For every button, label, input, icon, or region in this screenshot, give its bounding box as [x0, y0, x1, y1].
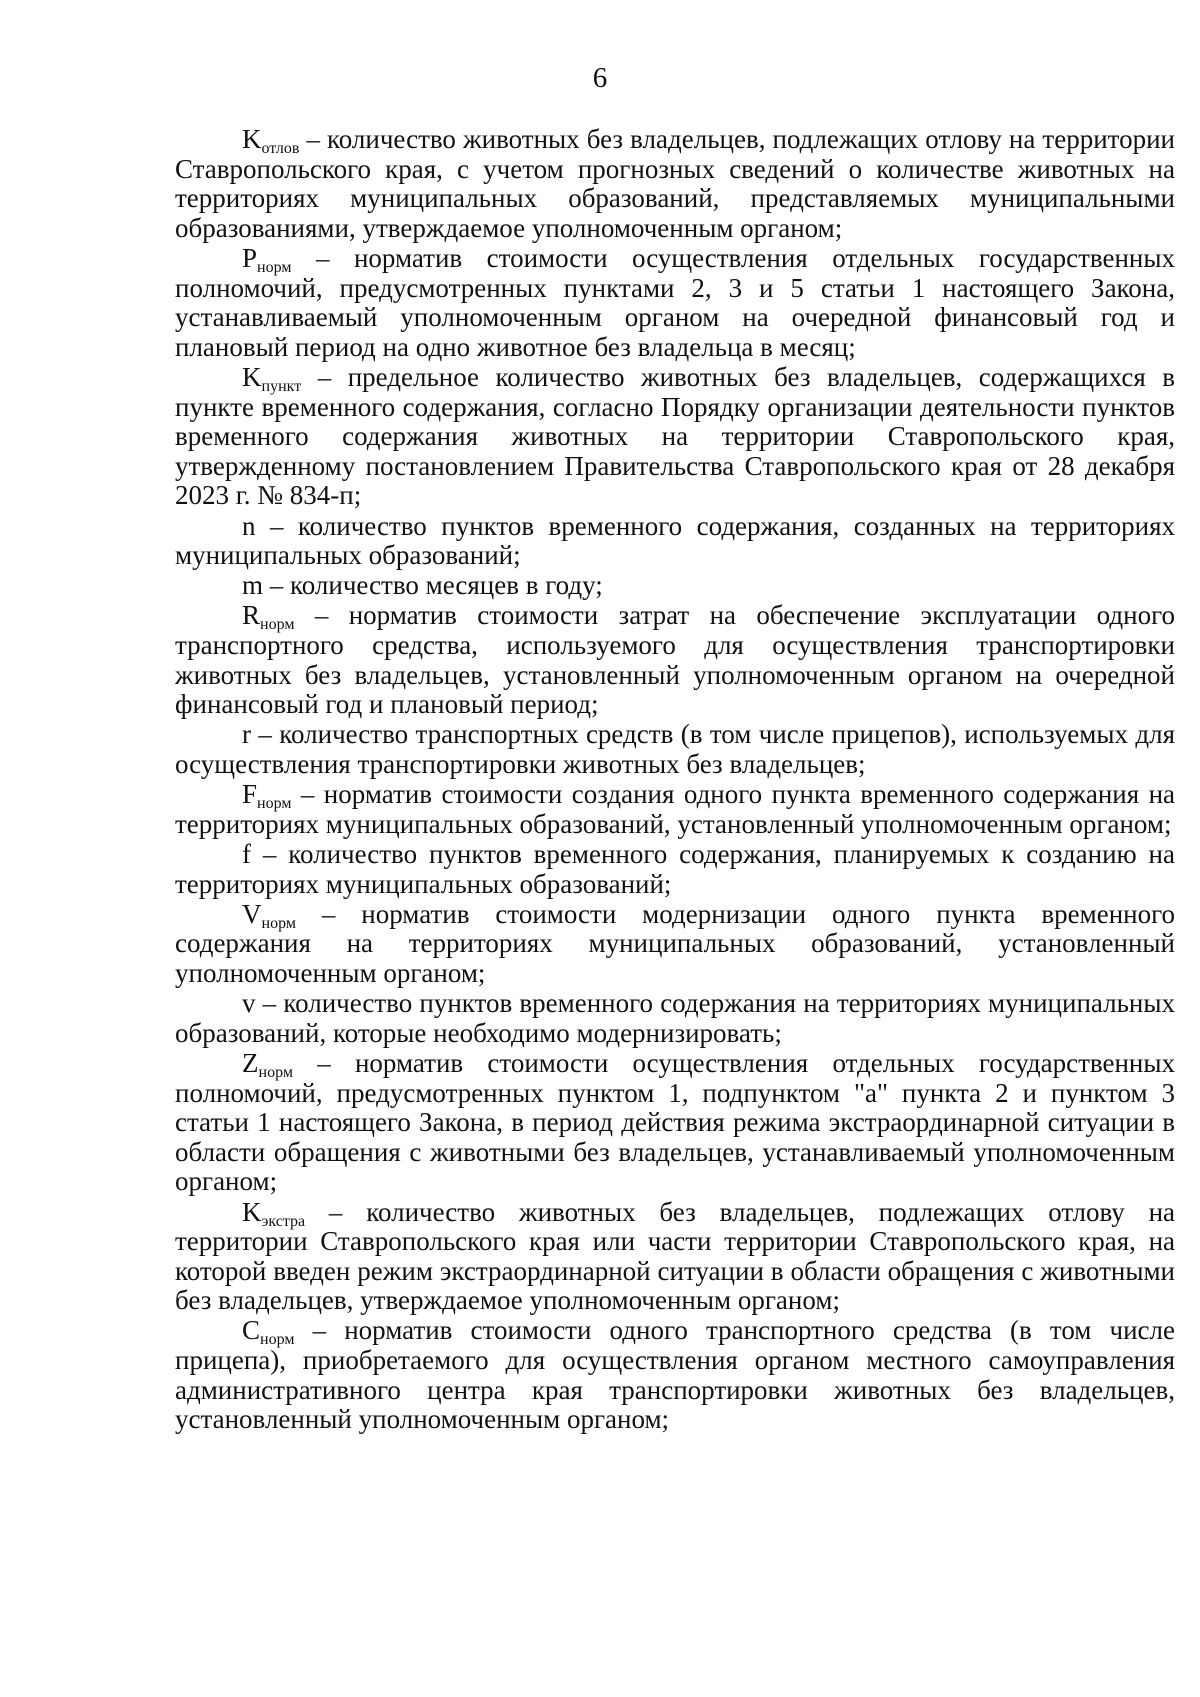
symbol: C: [242, 1315, 261, 1346]
definition-text: – количество животных без владельцев, подлежащих отлову на территории Ставропольского края или части территории Ставропольского края, на которой введен режим экстраординарной ситуации в области обращения с животными без владельцев, утверждаемое уполномоченным органом;: [175, 1196, 1175, 1316]
definition-text: – норматив стоимости затрат на обеспечение эксплуатации одного транспортного средства, используемого для осуществления транспортировки животных без владельцев, установленный уполномоченным органом на очередной финансовый год и плановый период;: [175, 600, 1175, 720]
definitions-list: [175, 125, 1175, 1435]
definition-r-norm: [175, 601, 1175, 719]
definition-text: – количество животных без владельцев, подлежащих отлову на территории Ставропольского края, с учетом прогнозных сведений о количестве животных на территориях муниципальных образований, представляемых муниципальными образованиями, утверждаемое уполномоченным органом;: [175, 124, 1175, 243]
definition-k-ekstra: [175, 1198, 1175, 1316]
symbol: K: [242, 1196, 262, 1227]
symbol: P: [242, 242, 258, 273]
definition-text: – количество пунктов временного содержания на территориях муниципальных образований, которые необходимо модернизировать;: [175, 988, 1175, 1048]
subscript: норм: [257, 795, 292, 813]
definition-text: – норматив стоимости модернизации одного пункта временного содержания на территориях муниципальных образований, установленный уполномоченным органом;: [175, 898, 1175, 988]
subscript: норм: [258, 1063, 293, 1081]
definition-n: [175, 512, 1175, 571]
definition-z-norm: [175, 1049, 1175, 1197]
symbol: m: [242, 570, 264, 601]
definition-text: – норматив стоимости осуществления отдельных государственных полномочий, предусмотренных пунктами 2, 3 и 5 статьи 1 настоящего Закона, устанавливаемый уполномоченным органом на очередной финансовый год и плановый период на одно животное без владельца в месяц;: [175, 242, 1175, 362]
page-number: 6: [592, 62, 608, 94]
symbol: K: [242, 361, 262, 392]
subscript: норм: [257, 258, 292, 276]
definition-v: [175, 989, 1175, 1048]
definition-r: [175, 720, 1175, 779]
subscript: норм: [261, 914, 296, 932]
definition-f-norm: [175, 780, 1175, 839]
subscript: норм: [260, 616, 295, 634]
definition-v-norm: [175, 900, 1175, 989]
definition-text: – предельное количество животных без владельцев, содержащихся в пункте временного содержания, согласно Порядку организации деятельности пунктов временного содержания животных на территории Ставропольского края, утвержденному постановлением Правительства Ставропольского края от 28 декабря 2023 г. № 834-п;: [175, 361, 1175, 511]
definition-c-norm: [175, 1316, 1175, 1434]
symbol: V: [242, 898, 262, 929]
subscript: норм: [260, 1331, 295, 1349]
subscript: экстра: [261, 1212, 306, 1230]
definition-f: [175, 840, 1175, 899]
definition-k-punkt: [175, 363, 1175, 511]
symbol: r: [242, 719, 251, 750]
symbol: n: [242, 510, 256, 541]
definition-text: – количество пунктов временного содержания, созданных на территориях муниципальных образований;: [175, 510, 1175, 571]
subscript: пункт: [261, 377, 302, 395]
definition-text: – количество месяцев в году;: [263, 570, 603, 601]
symbol: v: [242, 988, 256, 1019]
symbol: K: [242, 124, 262, 154]
symbol: F: [242, 779, 258, 810]
symbol: Z: [242, 1047, 259, 1078]
symbol: f: [242, 839, 251, 869]
definition-text: – количество транспортных средств (в том числе прицепов), используемых для осуществления транспортировки животных без владельцев;: [175, 719, 1175, 780]
symbol: R: [242, 600, 261, 631]
subscript: отлов: [261, 140, 300, 157]
definition-text: – норматив стоимости осуществления отдельных государственных полномочий, предусмотренных пунктом 1, подпунктом "а" пункта 2 и пунктом 3 статьи 1 настоящего Закона, в период действия режима экстраординарной ситуации в области обращения с животными без владельцев, устанавливаемый уполномоченным органом;: [175, 1047, 1175, 1197]
definition-text: – количество пунктов временного содержания, планируемых к созданию на территориях муниципальных образований;: [175, 839, 1175, 899]
definition-m: [175, 571, 1175, 601]
definition-p-norm: [175, 244, 1175, 362]
definition-k-otlov: [175, 125, 1175, 243]
definition-text: – норматив стоимости одного транспортного средства (в том числе прицепа), приобретаемого для осуществления органом местного самоуправления административного центра края транспортировки животных без владельцев, установленный уполномоченным органом;: [175, 1315, 1175, 1435]
definition-text: – норматив стоимости создания одного пункта временного содержания на территориях муниципальных образований, установленный уполномоченным органом;: [175, 779, 1175, 839]
